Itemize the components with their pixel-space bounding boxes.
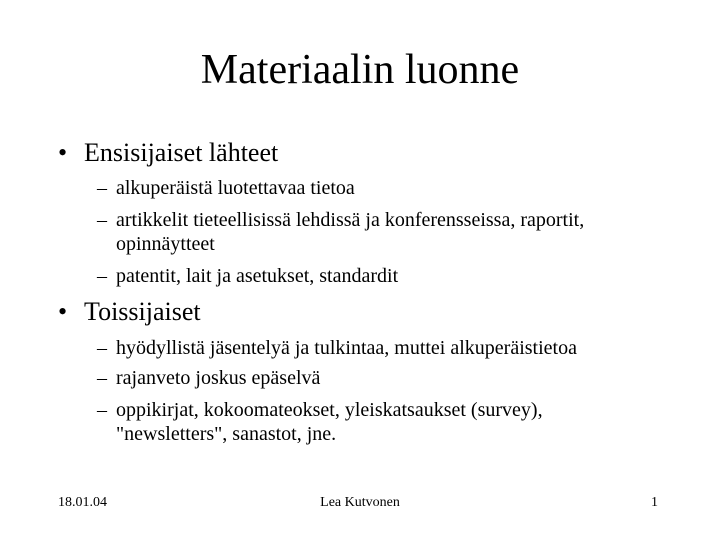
sub-item bbox=[97, 336, 577, 360]
bullet-heading: Ensisijaiset lähteet bbox=[84, 138, 279, 167]
dash-glyph: – bbox=[97, 337, 107, 359]
footer-date: 18.01.04 bbox=[58, 495, 107, 510]
slide-title: Materiaalin luonne bbox=[200, 47, 520, 93]
sub-item-text: hyödyllistä jäsentelyä ja tulkintaa, muttei alkuperäistietoa bbox=[116, 337, 577, 359]
dash-glyph: – bbox=[97, 265, 107, 287]
dash-glyph: – bbox=[97, 209, 107, 231]
bullet-dot: • bbox=[58, 297, 68, 326]
bullet-secondary-sources bbox=[58, 297, 201, 327]
sub-item bbox=[97, 264, 398, 288]
footer-author: Lea Kutvonen bbox=[320, 495, 400, 510]
footer-page-number: 1 bbox=[651, 495, 658, 510]
sub-item bbox=[97, 176, 355, 200]
sub-item-text: artikkelit tieteellisissä lehdissä ja konferensseissa, raportit, bbox=[116, 209, 585, 231]
sub-item-continuation: opinnäytteet bbox=[116, 233, 215, 255]
sub-item-text: alkuperäistä luotettavaa tietoa bbox=[116, 177, 355, 199]
sub-item bbox=[97, 366, 320, 390]
sub-item-continuation: "newsletters", sanastot, jne. bbox=[116, 423, 337, 445]
bullet-dot: • bbox=[58, 138, 68, 167]
bullet-primary-sources bbox=[58, 138, 278, 168]
sub-item-text: oppikirjat, kokoomateokset, yleiskatsaukset (survey), bbox=[116, 399, 543, 421]
dash-glyph: – bbox=[97, 399, 107, 421]
dash-glyph: – bbox=[97, 177, 107, 199]
bullet-heading: Toissijaiset bbox=[84, 297, 201, 326]
sub-item bbox=[97, 398, 543, 446]
sub-item-text: rajanveto joskus epäselvä bbox=[116, 367, 321, 389]
sub-item-text: patentit, lait ja asetukset, standardit bbox=[116, 265, 399, 287]
dash-glyph: – bbox=[97, 367, 107, 389]
sub-item bbox=[97, 208, 584, 256]
